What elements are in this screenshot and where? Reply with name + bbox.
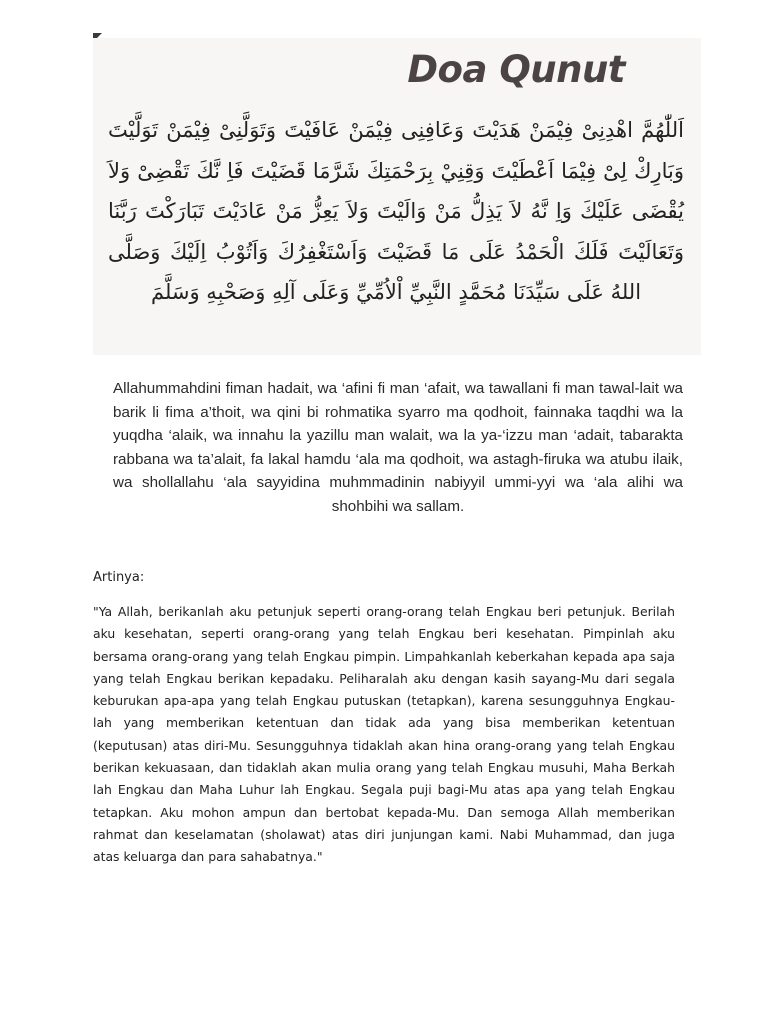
translation-paragraph: "Ya Allah, berikanlah aku petunjuk seperti orang-orang telah Engkau beri petunjuk. Berilah aku kesehatan, seperti orang-orang yang telah Engkau beri kesehatan. Pimpinlah aku bersama orang-orang yang telah Engkau pimpin. Limpahkanlah keberkahan kepada apa saja yang telah Engkau berikan kepadaku. Peliharalah aku dengan kasih sayang-Mu dari segala keburukan apa-apa yang telah Engkau putuskan (tetapkan), karena sesungguhnya Engkau-lah yang memberikan ketentuan dan tidak ada yang bisa memberikan ketentuan (keputusan) atas diri-Mu. Sesungguhnya tidaklah akan hina orang-orang yang telah Engkau berikan kekuasaan, dan tidaklah akan mulia orang yang telah Engkau musuhi, Maha Berkah lah Engkau dan Maha Luhur lah Engkau. Segala puji bagi-Mu atas apa yang telah Engkau tetapkan. Aku mohon ampun dan bertobat kepada-Mu. Dan semoga Allah memberikan rahmat dan keselamatan (sholawat) atas diri junjungan kami. Nabi Muhammad, dan juga atas keluarga dan para sahabatnya." [93,604,675,865]
latin-transliteration: Allahummahdini fiman hadait, wa ‘afini fi man ‘afait, wa tawallani fi man tawal-lait wa barik li fima a’thoit, wa qini bi rohmatika syarro ma qodhoit, fainnaka taqdhi wa la yuqdha ‘alaik, wa innahu la yazillu man walait, wa la ya-‘izzu man ‘adait, tabarakta rabbana wa ta’alait, fa lakal hamdu ‘ala ma qodhoit, wa astagh-firuka wa atubu ilaik, wa shollallahu ‘ala sayyidina muhmmadinin nabiyyil ummi-yyi wa ‘ala alihi wa shohbihi wa sallam. [113,380,683,515]
artinya-label: Artinya: [93,570,145,585]
page-title: Doa Qunut [407,48,625,91]
arabic-prayer-text: اَللّٰهُمَّ اهْدِنِىْ فِيْمَنْ هَدَيْتَ وَعَافِنِى فِيْمَنْ عَافَيْتَ وَتَوَلَّنِىْ فِيْمَنْ تَوَلَّيْتَ وَبَارِكْ لِىْ فِيْمَا اَعْطَيْتَ وَقِنِيْ بِرَحْمَتِكَ شَرَّمَا قَضَيْتَ فَاِ نَّكَ تَقْضِىْ وَلاَ يُقْضَى عَلَيْكَ وَاِ نَّهُ لاَ يَذِلُّ مَنْ وَالَيْتَ وَلاَ يَعِزُّ مَنْ عَادَيْتَ تَبَارَكْتَ رَبَّنَا وَتَعَالَيْتَ فَلَكَ الْحَمْدُ عَلَى مَا قَضَيْتَ وَاَسْتَغْفِرُكَ وَاَتُوْبُ اِلَيْكَ وَصَلَّى اللهُ عَلَى سَيِّدَنَا مُحَمَّدٍ النَّبِيِّ اْلاُمِّيِّ وَعَلَى آلِهِ وَصَحْبِهِ وَسَلَّمَ [108,118,684,304]
